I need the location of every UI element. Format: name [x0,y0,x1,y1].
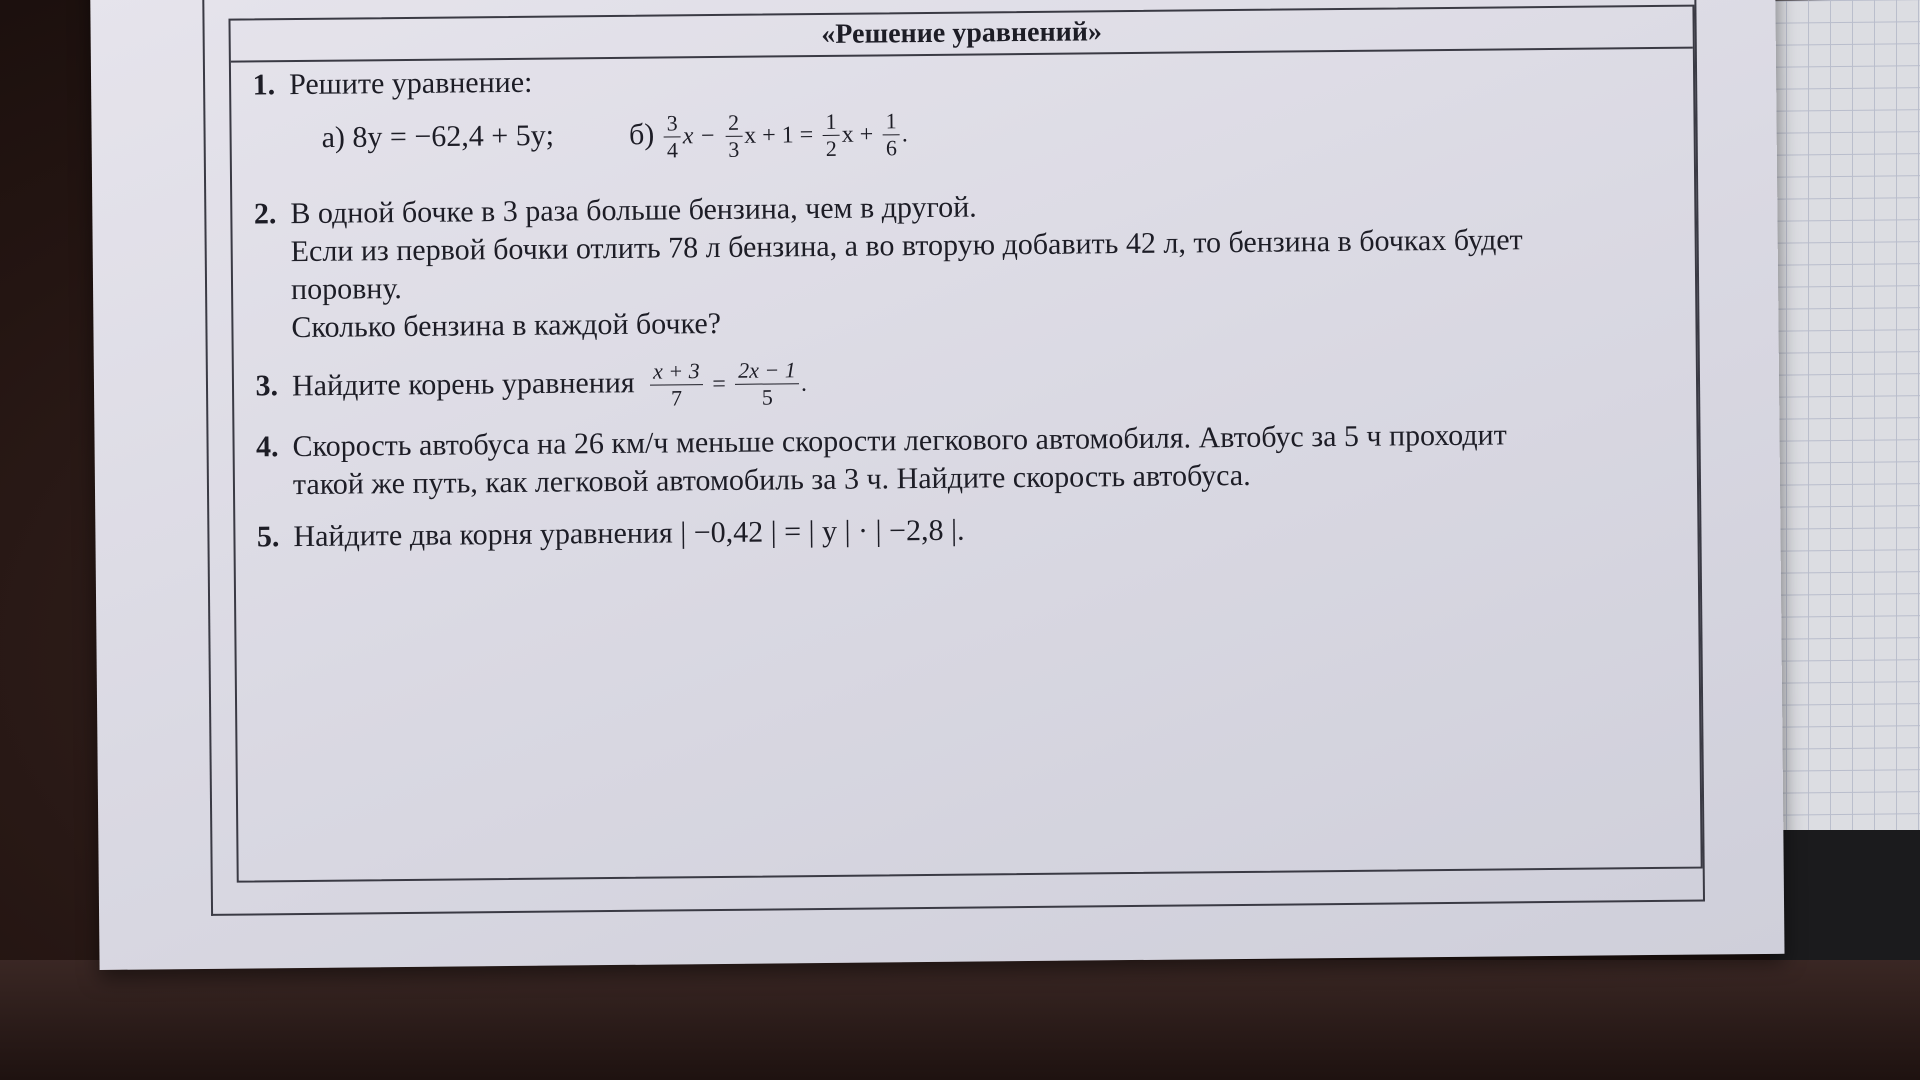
task-number: 5. [256,520,280,554]
task-3 [234,357,807,415]
task-text: Найдите два корня уравнения | −0,42 | = | y | · | −2,8 |. [293,513,965,554]
task-number: 1. [252,68,276,102]
task-line: Скорость автобуса на 26 км/ч меньше скорости легкового автомобиля. Автобус за 5 ч проходит [292,418,1507,464]
fraction-denominator: 3 [728,136,740,162]
task-5 [235,512,964,557]
part-b-equation [662,108,908,163]
equation-term: x + [841,121,874,149]
left-denominator: 7 [670,385,683,411]
task-line: Сколько бензина в каждой бочке? [291,306,722,345]
part-a-equation: 8y = −62,4 + 5y; [352,118,555,154]
fraction-numerator: 1 [883,108,900,135]
task-2 [232,183,1523,347]
fraction-numerator: 3 [664,110,681,137]
task-line: В одной бочке в 3 раза больше бензина, чем в другой. [290,190,977,231]
table-surface [0,960,1920,1080]
right-denominator: 5 [761,384,773,410]
task-line: такой же путь, как легковой автомобиль за 3 ч. Найдите скорость автобуса. [292,458,1251,502]
task-text: Найдите корень уравнения [291,366,635,403]
worksheet-paper [90,0,1785,970]
task-text: Решите уравнение: [288,65,533,102]
fraction-numerator: 1 [822,109,839,136]
fraction-denominator: 4 [666,137,679,163]
task-1 [231,60,908,167]
equation-term: . [901,121,908,148]
task-line: Если из первой бочки отлить 78 л бензина, а во вторую добавить 42 л, то бензина в бочках будет [290,223,1523,269]
equation-term: x − [682,123,716,150]
fraction-denominator: 6 [885,135,898,161]
right-numerator: 2x − 1 [735,357,799,385]
part-a-label: а) [321,120,346,155]
part-b-label: б) [628,117,655,152]
equation-term: x + 1 = [744,122,814,150]
left-numerator: x + 3 [650,358,703,386]
card-title: «Решение уравнений» [230,7,1692,63]
task-card [228,5,1702,883]
fraction-numerator: 2 [725,110,742,137]
task-number: 4. [255,430,279,464]
period: . [800,370,808,397]
equals-sign: = [712,371,726,398]
fraction-denominator: 2 [825,135,837,161]
task-4 [234,416,1507,504]
task-number: 3. [255,369,279,403]
task-number: 2. [253,197,277,231]
task-line: поровну. [290,272,403,307]
